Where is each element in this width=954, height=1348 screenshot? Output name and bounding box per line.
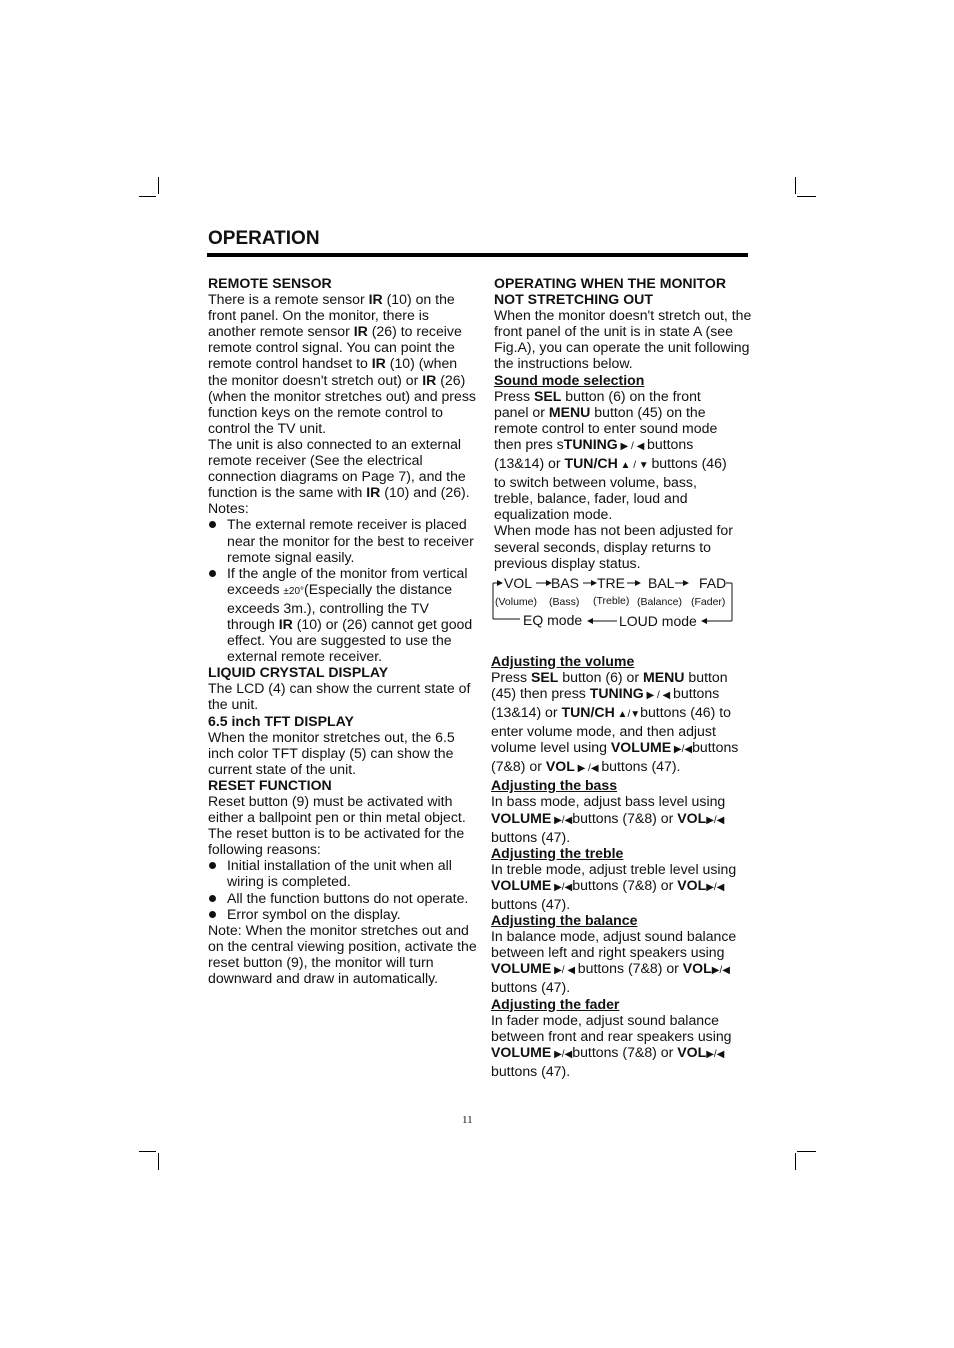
bold-term: VOL	[677, 876, 707, 893]
paragraph	[491, 793, 753, 844]
arrow-symbols-icon: ▶ /◀	[574, 763, 602, 775]
text-run: button (6) on the front panel or	[494, 387, 701, 420]
text-run: (Especially the distance exceeds 3m.), controlling the TV through	[227, 580, 453, 632]
text-run: buttons (13&14) or	[494, 435, 694, 472]
title-rule	[207, 253, 748, 257]
bold-term: IR	[422, 371, 437, 388]
text-run: (10) (when the monitor doesn't stretch out) or	[208, 355, 458, 388]
text-run: (26) (when the monitor stretches out) and press function keys on the remote control to control the TV unit.	[208, 371, 476, 436]
bold-term: IR	[368, 291, 383, 308]
text-run: buttons (46) to switch between volume, bass, treble, balance, fader, loud and equalization mode.	[494, 455, 727, 523]
text-run: buttons (13&14) or	[491, 684, 720, 720]
text-run: buttons (47).	[491, 828, 571, 845]
bold-term: SEL	[533, 387, 562, 404]
text-run: (10) or (26) cannot get good effect. You are suggested to use the external remote receiver.	[227, 615, 473, 665]
bold-term: SEL	[530, 668, 559, 685]
text-run: The unit is also connected to an external remote receiver (See the electrical connection diagrams on Page 7), and the function is the same with	[208, 435, 466, 501]
diagram-node-fad: FAD	[699, 574, 727, 591]
paragraph	[491, 928, 753, 995]
bullet-icon	[209, 895, 216, 902]
list-item: All the function buttons do not operate.	[208, 890, 480, 906]
text-run: buttons (7&8) or	[572, 809, 678, 826]
text-run: The external remote receiver is placed near the monitor for the best to receiver remote signal easily.	[227, 516, 474, 565]
bullet-icon	[209, 570, 216, 577]
bullet-icon	[209, 862, 216, 869]
arrow-symbols-icon: ▶ / ◀	[643, 689, 674, 701]
bullet-icon	[209, 521, 216, 528]
diagram-node-eq: EQ mode	[523, 611, 583, 628]
text-run: There is a remote sensor	[208, 291, 369, 308]
section-heading: REMOTE SENSOR	[208, 275, 332, 291]
bold-term: MENU	[548, 403, 591, 420]
paragraph: When the monitor doesn't stretch out, the front panel of the unit is in state A (see Fig.A), you can operate the unit following the instructions below.	[494, 307, 752, 372]
bold-term: VOL	[545, 758, 575, 775]
diagram-node-bal: BAL	[648, 574, 675, 591]
section-heading: OPERATING WHEN THE MONITOR NOT STRETCHING OUT	[494, 275, 727, 308]
text-run: In balance mode, adjust sound balance between left and right speakers using	[491, 928, 737, 961]
list-item	[208, 565, 480, 665]
arrow-symbols-icon: ±20°	[283, 585, 305, 597]
bold-term: VOLUME	[491, 960, 552, 977]
diagram-sublabel: (Treble)	[593, 594, 630, 607]
bold-term: VOL	[677, 1043, 707, 1060]
text-run: Press	[494, 387, 534, 404]
paragraph: Reset button (9) must be activated with either a ballpoint pen or thin metal object. The reset button is to be activated for the following reasons:	[208, 793, 466, 858]
arrow-symbols-icon: ▶/◀	[551, 814, 573, 826]
page-title: OPERATION	[208, 228, 320, 249]
paragraph	[208, 436, 480, 500]
crop-mark	[139, 196, 156, 197]
list-item	[208, 516, 480, 564]
list-item: Error symbol on the display.	[208, 906, 480, 922]
bold-term: TUNING	[563, 435, 618, 452]
text-run: If the angle of the monitor from vertical exceeds	[227, 564, 468, 597]
diagram-sublabel: (Volume)	[495, 595, 538, 608]
diagram-sublabel: (Bass)	[549, 595, 580, 608]
arrow-symbols-icon: ▶/◀	[711, 965, 730, 977]
arrow-symbols-icon: ▲/▼	[614, 708, 641, 720]
text-run: buttons (7&8) or	[572, 1043, 678, 1060]
paragraph: When the monitor stretches out, the 6.5 inch color TFT display (5) can show the current state of the unit.	[208, 728, 455, 777]
text-run: buttons (47).	[491, 1062, 571, 1079]
text-run: In bass mode, adjust bass level using	[491, 793, 726, 810]
paragraph	[491, 388, 734, 523]
bold-term: VOLUME	[491, 876, 552, 893]
text-run: buttons (46) to enter volume mode, and then adjust volume level using	[491, 703, 732, 756]
arrow-symbols-icon: ▶/◀	[551, 881, 573, 893]
crop-mark	[158, 177, 159, 194]
bold-term: TUNING	[589, 684, 644, 701]
paragraph: Note: When the monitor stretches out and on the central viewing position, activate the reset button (9), the monitor will turn downward and draw in automatically.	[208, 921, 477, 987]
subsection-heading: Sound mode selection	[494, 371, 645, 388]
arrow-symbols-icon: ▶/◀	[551, 1048, 573, 1060]
arrow-symbols-icon: ▲ / ▼	[617, 460, 652, 472]
list-item: Initial installation of the unit when all wiring is completed.	[208, 857, 480, 889]
section-heading: RESET FUNCTION	[208, 776, 332, 793]
paragraph	[491, 1012, 753, 1079]
arrow-symbols-icon: ▶/◀	[671, 744, 693, 756]
subsection-heading: Adjusting the bass	[491, 777, 618, 794]
text-run: Press	[491, 668, 531, 685]
bold-term: IR	[278, 615, 293, 632]
bullet-icon	[209, 911, 216, 918]
arrow-symbols-icon: ▶ / ◀	[617, 440, 648, 452]
bold-term: TUN/CH	[561, 703, 615, 720]
text-run: In treble mode, adjust treble level using	[491, 860, 737, 877]
text-run: (26) to receive remote control signal. You can point the remote control handset to	[208, 323, 462, 372]
paragraph: The LCD (4) can show the current state of the unit.	[208, 680, 471, 713]
paragraph	[491, 861, 753, 912]
diagram-sublabel: (Fader)	[691, 595, 726, 608]
bold-term: IR	[366, 484, 381, 501]
bold-term: VOLUME	[491, 809, 552, 826]
bold-term: TUN/CH	[564, 455, 618, 472]
bold-term: IR	[353, 323, 368, 340]
crop-mark	[795, 1153, 796, 1170]
bold-term: VOL	[682, 960, 712, 977]
text-run: buttons (47).	[601, 758, 681, 775]
right-column	[491, 275, 753, 1079]
bold-term: MENU	[642, 668, 685, 685]
diagram-node-vol: VOL	[504, 574, 533, 591]
diagram-node-tre: TRE	[597, 574, 625, 591]
crop-mark	[797, 1151, 816, 1152]
subsection-heading: Adjusting the balance	[491, 912, 638, 929]
arrow-symbols-icon: ▶/◀	[706, 814, 725, 826]
subsection-heading: Adjusting the treble	[491, 844, 624, 861]
bold-term: VOLUME	[610, 739, 672, 756]
section-heading: 6.5 inch TFT DISPLAY	[208, 712, 354, 729]
diagram-sublabel: (Balance)	[637, 595, 682, 608]
crop-mark	[797, 196, 816, 197]
paragraph	[208, 291, 480, 436]
diagram-node-loud: LOUD mode	[619, 612, 697, 629]
bold-term: VOLUME	[491, 1043, 552, 1060]
arrow-symbols-icon: ▶/◀	[706, 1048, 725, 1060]
text-run: buttons (47).	[491, 896, 571, 912]
text-run: buttons (7&8) or	[577, 960, 683, 977]
crop-mark	[139, 1151, 156, 1152]
subsection-heading: Adjusting the volume	[491, 652, 635, 669]
subsection-heading: Adjusting the fader	[491, 995, 620, 1012]
notes-label: Notes:	[208, 500, 249, 517]
text-run: button (6) or	[558, 668, 643, 685]
paragraph	[491, 669, 753, 778]
crop-mark	[795, 177, 796, 194]
bold-term: IR	[371, 355, 386, 372]
text-run: button (45) then press	[491, 668, 728, 701]
crop-mark	[158, 1153, 159, 1170]
text-run: In fader mode, adjust sound balance between front and rear speakers using	[491, 1011, 732, 1044]
text-run: buttons (47).	[491, 979, 571, 996]
bold-term: VOL	[677, 809, 707, 826]
arrow-symbols-icon: ▶/◀	[706, 881, 725, 893]
left-column	[208, 275, 480, 986]
arrow-symbols-icon: ▶/ ◀	[551, 965, 578, 977]
text-run: buttons (7&8) or	[572, 876, 678, 893]
text-run: (10) and (26).	[380, 484, 470, 501]
diagram-node-bas: BAS	[551, 574, 580, 591]
sound-mode-diagram	[491, 575, 753, 647]
paragraph: When mode has not been adjusted for several seconds, display returns to previous display status.	[494, 522, 733, 571]
text-run: buttons (7&8) or	[491, 739, 739, 775]
section-heading: LIQUID CRYSTAL DISPLAY	[208, 664, 389, 681]
text-run: button (45) on the remote control to enter sound mode then pres s	[494, 403, 718, 452]
page-number: 11	[462, 1114, 473, 1126]
text-run: (10) on the front panel. On the monitor, there is another remote sensor	[208, 291, 455, 340]
